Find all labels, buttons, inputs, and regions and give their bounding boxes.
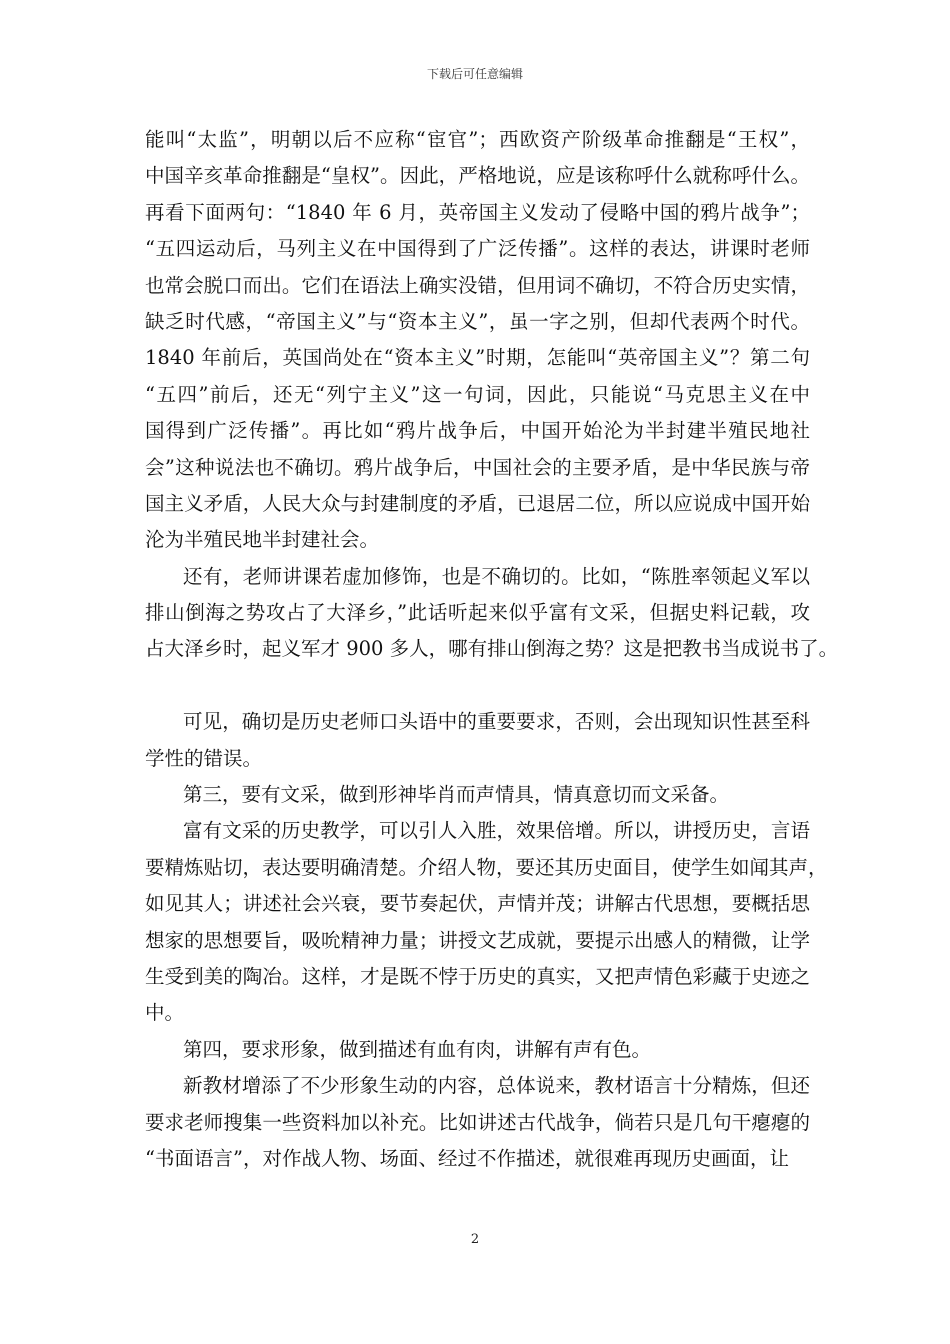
text-line: 学性的错误。 — [145, 746, 263, 770]
paragraph — [145, 122, 810, 559]
text-line: 第四，要求形象，做到描述有血有肉，讲解有声有色。 — [183, 1037, 652, 1061]
text-line: “五四”前后，还无“列宁主义”这一句词，因此，只能说“马克思主义在中 — [145, 382, 810, 406]
paragraph — [145, 777, 810, 813]
text-line: 中国辛亥革命推翻是“皇权”。因此，严格地说，应是该称呼什么就称呼什么。 — [145, 164, 810, 188]
text-line: 中。 — [145, 1001, 185, 1025]
text-line: 能叫“太监”，明朝以后不应称“宦官”；西欧资产阶级革命推翻是“王权”， — [145, 128, 810, 151]
paragraph-gap — [145, 668, 810, 704]
text-line: “五四运动后，马列主义在中国得到了广泛传播”。这样的表达，讲课时老师 — [145, 237, 810, 261]
text-line: 新教材增添了不少形象生动的内容，总体说来，教材语言十分精炼，但还 — [183, 1074, 810, 1098]
text-line: “书面语言”，对作战人物、场面、经过不作描述，就很难再现历史画面，让 — [145, 1146, 789, 1170]
text-line: 生受到美的陶冶。这样，才是既不悖于历史的真实，又把声情色彩藏于史迹之 — [145, 964, 810, 988]
text-line: 沦为半殖民地半封建社会。 — [145, 528, 380, 552]
text-line: 还有，老师讲课若虚加修饰，也是不确切的。比如，“陈胜率领起义军以 — [183, 564, 810, 588]
text-line: 1840 年前后，英国尚处在“资本主义”时期，怎能叫“英帝国主义”？第二句 — [145, 346, 810, 370]
text-line: 可见，确切是历史老师口头语中的重要要求，否则，会出现知识性甚至科 — [183, 710, 810, 734]
text-line: 想家的思想要旨，吸吮精神力量；讲授文艺成就，要提示出感人的精微，让学 — [145, 928, 810, 952]
paragraph — [145, 1032, 810, 1068]
text-line: 占大泽乡时，起义军才 900 多人，哪有排山倒海之势？这是把教书当成说书了。 — [145, 637, 839, 661]
text-line: 如见其人；讲述社会兴衰，要节奏起伏，声情并茂；讲解古代思想，要概括思 — [145, 892, 810, 916]
text-line: 也常会脱口而出。它们在语法上确实没错，但用词不确切，不符合历史实情， — [145, 273, 810, 297]
page-header: 下载后可任意编辑 — [426, 67, 523, 81]
text-line: 国主义矛盾，人民大众与封建制度的矛盾，已退居二位，所以应说成中国开始 — [145, 491, 810, 515]
page-number: 2 — [470, 1232, 480, 1247]
paragraph — [145, 1068, 810, 1177]
text-line: 会”这种说法也不确切。鸦片战争后，中国社会的主要矛盾，是中华民族与帝 — [145, 455, 810, 479]
paragraph — [145, 704, 810, 777]
text-line: 要精炼贴切，表达要明确清楚。介绍人物，要还其历史面目，使学生如闻其声， — [145, 855, 828, 879]
document-body — [145, 122, 839, 1177]
text-line: 第三，要有文采，做到形神毕肖而声情具，情真意切而文采备。 — [183, 783, 730, 807]
text-line: 要求老师搜集一些资料加以补充。比如讲述古代战争，倘若只是几句干瘪瘪的 — [145, 1110, 810, 1134]
text-line: 缺乏时代感，“帝国主义”与“资本主义”，虽一字之别，但却代表两个时代。 — [145, 309, 810, 333]
paragraph — [145, 559, 839, 668]
text-line: 国得到广泛传播”。再比如“鸦片战争后，中国开始沦为半封建半殖民地社 — [145, 419, 810, 443]
paragraph — [145, 813, 828, 1031]
text-line: 再看下面两句：“1840 年 6 月，英帝国主义发动了侵略中国的鸦片战争”； — [145, 200, 810, 224]
text-line: 排山倒海之势攻占了大泽乡，”此话听起来似乎富有文采，但据史料记载，攻 — [145, 601, 810, 625]
text-line: 富有文采的历史教学，可以引人入胜，效果倍增。所以，讲授历史，言语 — [183, 819, 810, 843]
